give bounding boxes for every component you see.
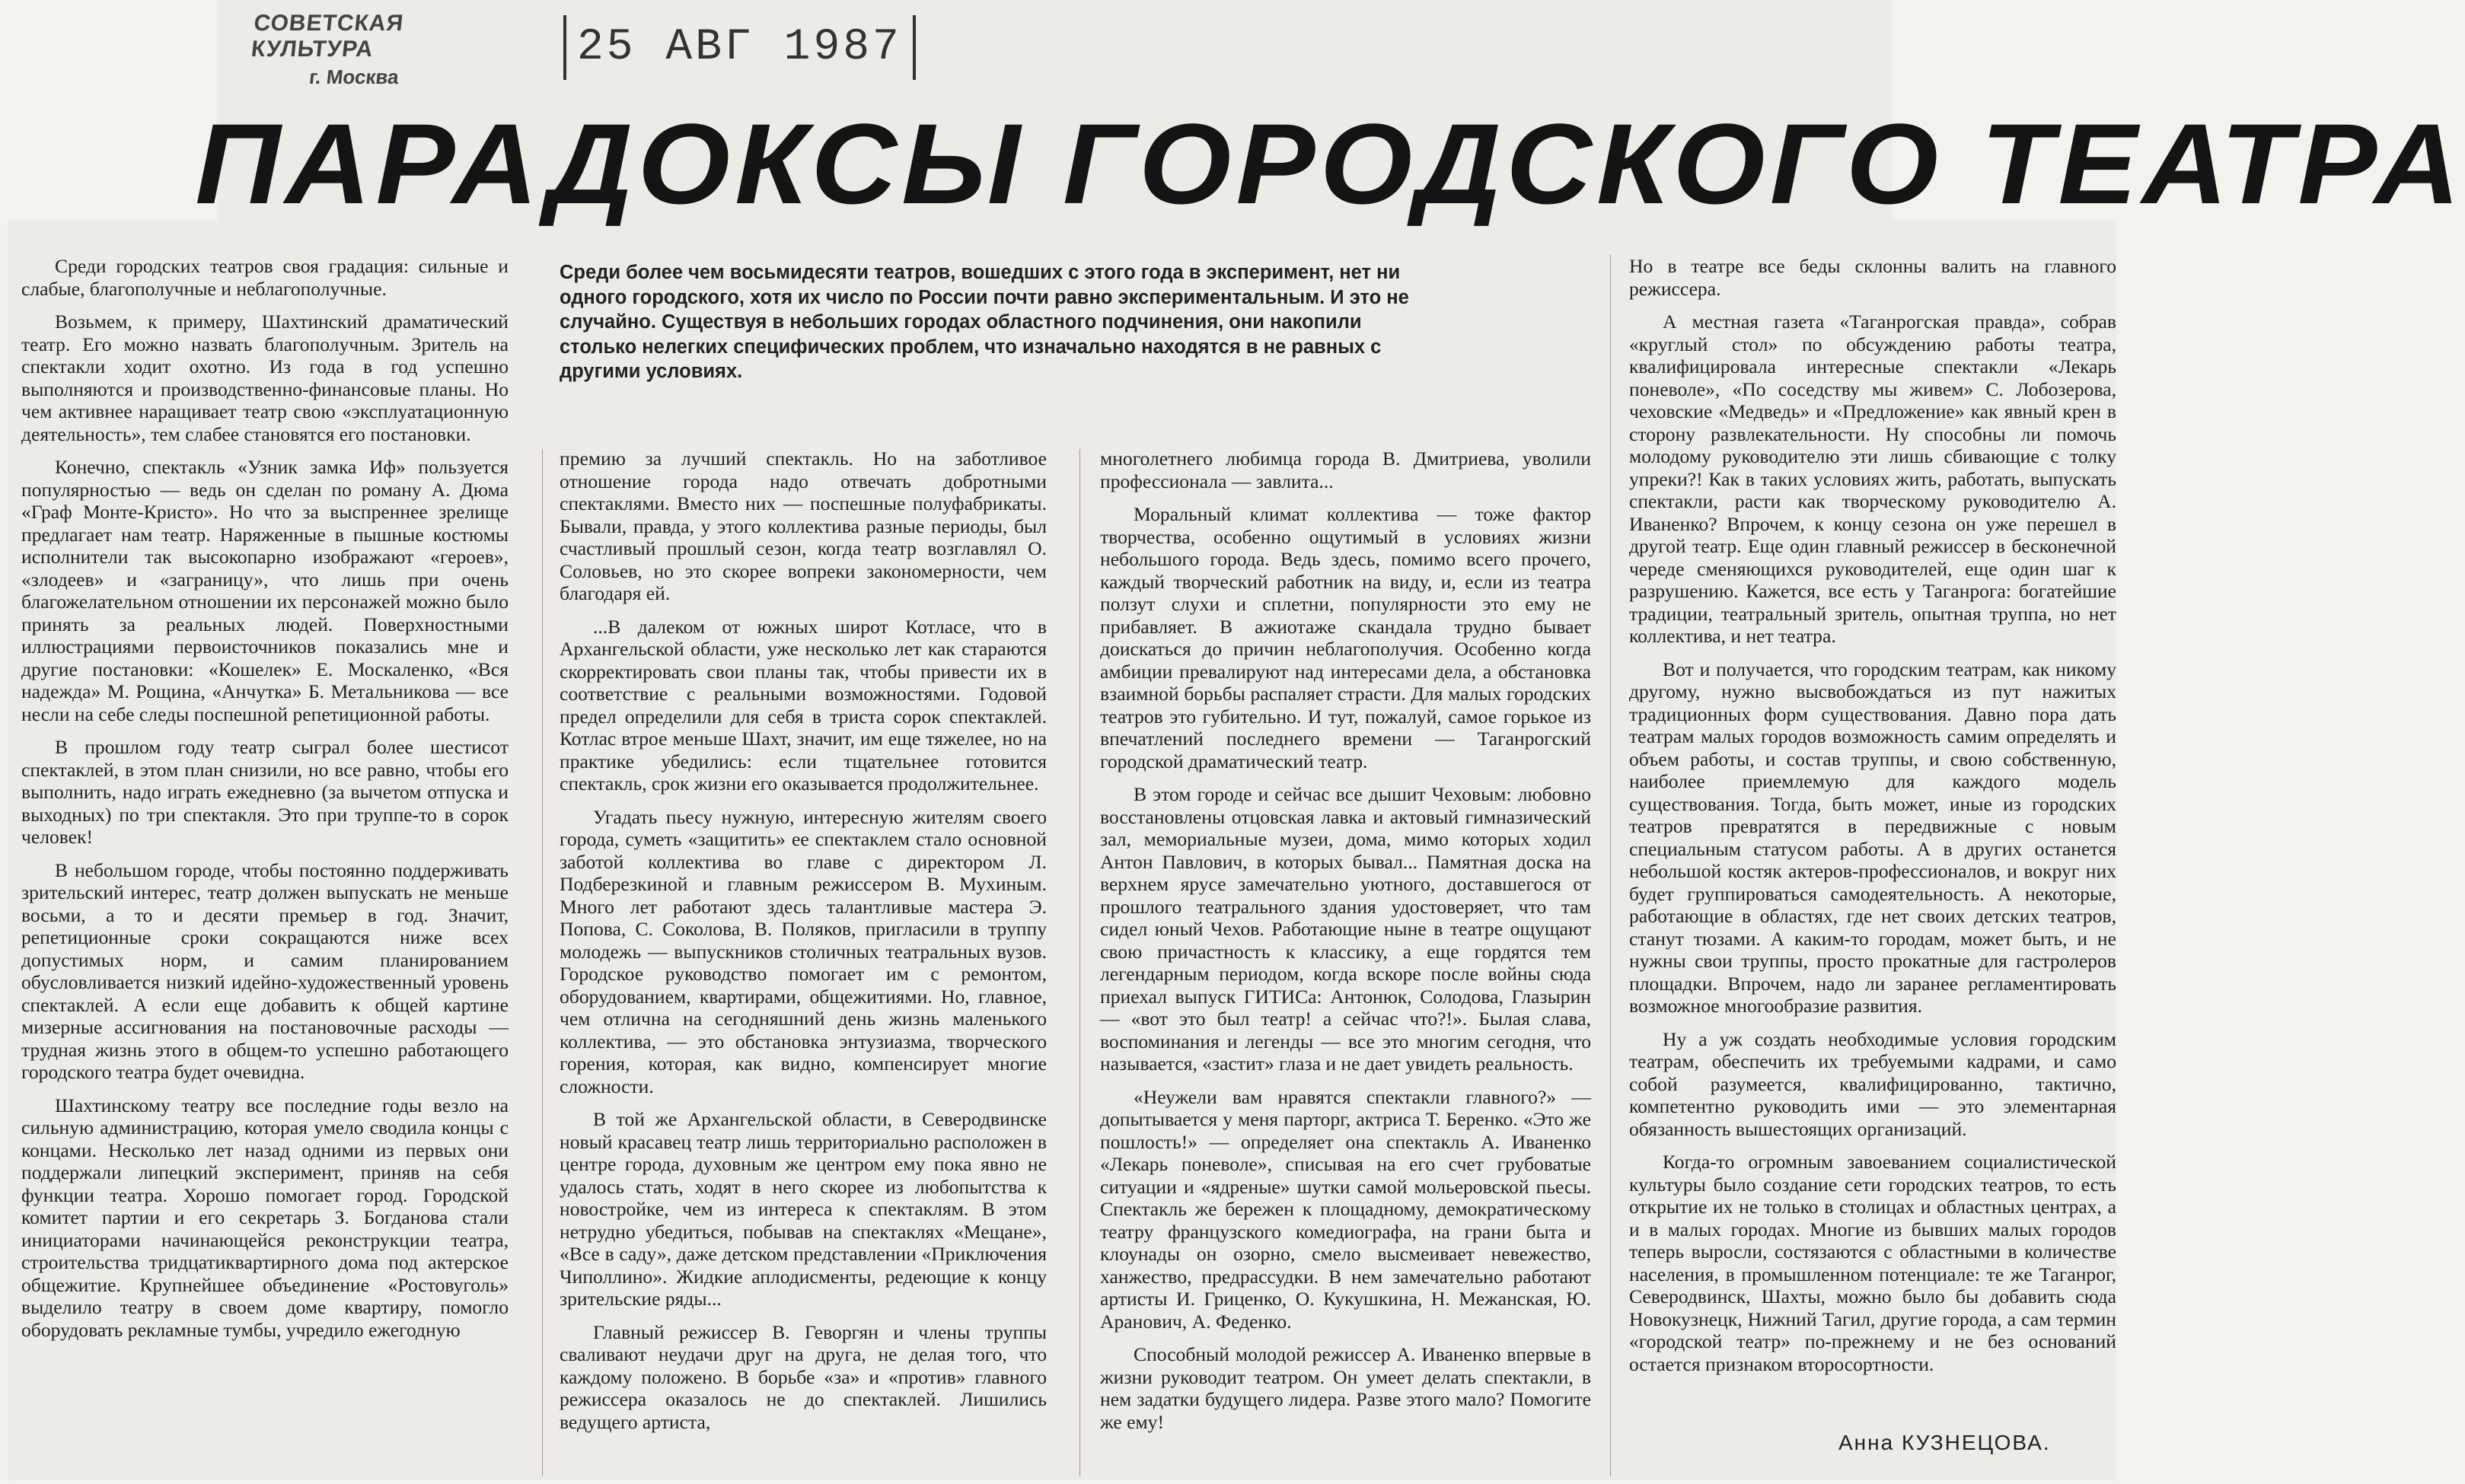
text-column-4: [1629, 255, 2116, 1386]
paragraph: премию за лучший спектакль. Но на заботливое отношение города надо отвечать добротными спектаклями. Вместо них — поспешные полуфабрикаты. Бывали, правда, у этого коллектива разные периоды, был счастливый прошлый сезон, когда театр возглавлял О. Соловьев, но это скорее вопреки закономерности, чем благодаря ей.: [560, 447, 1047, 604]
column-rule: [1610, 255, 1611, 1476]
article-headline: ПАРАДОКСЫ ГОРОДСКОГО ТЕАТРА: [195, 100, 2465, 228]
article-lead: [560, 260, 1412, 384]
text-column-1: [21, 255, 509, 1352]
paragraph: Шахтинскому театру все последние годы везло на сильную администрацию, которая умело сводила концы с концами. Несколько лет назад одними из первых они поддержали липецкий эксперимент, приняв на себя функции театра. Хорошо помогает город. Городской комитет партии и его секретарь З. Богданова стали инициаторами начинающейся реконструкции театра, строительства тридцатиквартирного дома под актерское общежитие. Крупнейшее объединение «Ростовуголь» выделило театру в своем доме квартиру, помогло оборудовать рекламные тумбы, учредило ежегодную: [21, 1094, 509, 1341]
paragraph: Вот и получается, что городским театрам, как никому другому, нужно высвобождаться из пут нажитых традиционных форм существования. Давно пора дать театрам малых городов возможность самим определять и объем работы, и состав труппы, и свою собственную, наиболее приемлемую для каждого модель существования. Тогда, быть может, иные из городских театров превратятся в передвижные с новым специальным статусом работы. А в других останется небольшой костяк актеров-профессионалов, и вокруг них будет группироваться самодеятельность. А некоторые, работающие в областях, где нет своих детских театров, станут тюзами. А каким-то городам, может быть, и не нужны свои труппы, просто прокатные для гастролеров площадки. Впрочем, надо ли заранее регламентировать возможное многообразие развития.: [1629, 658, 2116, 1017]
paragraph: ...В далеком от южных широт Котласе, что в Архангельской области, уже несколько лет как стараются скорректировать свои планы так, чтобы привести их в соответствие с реальными возможностями. Годовой предел определили для себя в триста сорок спектаклей. Котлас втрое меньше Шахт, значит, им еще тяжелее, но на практике убедились: если тщательнее готовится спектакль, срок жизни его оказывается продолжительнее.: [560, 615, 1047, 795]
author-signature: Анна КУЗНЕЦОВА.: [1838, 1431, 2051, 1454]
paragraph: В той же Архангельской области, в Северодвинске новый красавец театр лишь территориально расположен в центре города, духовным же центром ему пока явно не удалось стать, ходят в него скорее из любопытства к новостройке, чем из интереса к спектаклям. В этом нетрудно убедиться, побывав на спектаклях «Мещане», «Все в саду», даже детском представлении «Приключения Чиполлино». Жидкие аплодисменты, редеющие к концу зрительские ряды...: [560, 1108, 1047, 1310]
paragraph: Ну а уж создать необходимые условия городским театрам, обеспечить их требуемыми кадрами, и само собой разумеется, квалифицированно, тактично, компетентно руководить ими — это элементарная обязанность вышестоящих организаций.: [1629, 1027, 2116, 1140]
column-rule: [1079, 449, 1080, 1476]
date-stamp: 25 АВГ 1987: [563, 15, 916, 80]
lead-paragraph: Среди более чем восьмидесяти театров, вошедших с этого года в эксперимент, нет ни одного городского, хотя их число по России почти равно экспериментальным. И это не случайно. Существуя в небольших городах областного подчинения, они накопили столько нелегких специфических проблем, что изначально находятся в не равных с другими условиях.: [560, 262, 1409, 382]
paragraph: Угадать пьесу нужную, интересную жителям своего города, суметь «защитить» ее спектаклем стало основной заботой коллектива во главе с директором Л. Подберезкиной и главным режиссером В. Мухиным. Много лет работают здесь талантливые мастера Э. Попова, С. Соколова, В. Поляков, пригласили в труппу молодежь — выпускников столичных театральных вузов. Городское руководство помогает им с ремонтом, оборудованием, квартирами, общежитиями. Но, главное, чем отлична на сегодняшний день жизнь маленького коллектива, — это обстановка энтузиазма, творческого горения, которая, как видно, компенсирует многие сложности.: [560, 805, 1047, 1097]
paragraph: «Неужели вам нравятся спектакли главного?» — допытывается у меня парторг, актриса Т. Беренко. «Это же пошлость!» — определяет она спектакль А. Иваненко «Лекарь поневоле», списывая на его счет грубоватые ситуации и «ядреные» шутки самой мольеровской пьесы. Спектакль же бережен к площадному, демократическому театру французского комедиографа, на грани быта и клоунады он озорно, смело высмеивает невежество, ханжество, предрассудки. В нем замечательно работают артисты И. Гриценко, О. Кукушкина, Н. Межанская, Ю. Аранович, А. Феденко.: [1100, 1085, 1591, 1333]
text-column-2: [560, 447, 1047, 1444]
newspaper-stamp: [247, 11, 507, 89]
paragraph: В небольшом городе, чтобы постоянно поддерживать зрительский интерес, театр должен выпускать не меньше восьми, а то и десяти премьер в год. Значит, репетиционные сроки сокращаются ниже всех допустимых норм, и самим планированием обусловливается низкий идейно-художественный уровень спектаклей. А если еще добавить к общей картине мизерные ассигнования на постановочные расходы — трудная жизнь этого в общем-то успешно работающего городского театра будет очевидна.: [21, 858, 509, 1083]
paragraph: Когда-то огромным завоеванием социалистической культуры было создание сети городских театров, то есть открытие их не только в столицах и областных центрах, а и в малых городах. Многие из бывших малых городов теперь выросли, состязаются с областными в количестве населения, в промышленном потенциале: те же Таганрог, Северодвинск, Шахты, можно было бы добавить сюда Новокузнецк, Нижний Тагил, другие города, а сам термин «городской театр» по-прежнему и не без оснований остается признаком второсортности.: [1629, 1151, 2116, 1375]
column-rule: [542, 449, 543, 1476]
paragraph: Моральный климат коллектива — тоже фактор творчества, особенно ощутимый в условиях жизни небольшого города. Ведь здесь, помимо всего прочего, каждый творческий работник на виду, и, если из театра ползут слухи и сплетни, популярности это ему не прибавляет. В ажиотаже скандала трудно бывает доискаться до причин неблагополучия. Особенно когда амбиции превалируют над интересами дела, а обстановка взаимной борьбы распаляет страсти. Для малых городских театров это губительно. И тут, пожалуй, самое горькое из впечатлений последнего времени — Таганрогский городской драматический театр.: [1100, 503, 1591, 772]
text-column-3: [1100, 447, 1591, 1444]
paragraph: Главный режиссер В. Геворгян и члены труппы сваливают неудачи друг на друга, не делая того, что каждому положено. В борьбе «за» и «против» главного режиссера оказалось не до спектаклей. Лишились ведущего артиста,: [560, 1320, 1047, 1433]
paragraph: Конечно, спектакль «Узник замка Иф» пользуется популярностью — ведь он сделан по роману А. Дюма «Граф Монте-Кристо». Но что за выспреннее зрелище предлагает нам театр. Наряженные в пышные костюмы исполнители так высокопарно изображают «героев», «злодеев» и «заграницу», что лишь при очень благожелательном отношении их персонажей можно было принять за реальных людей. Поверхностными иллюстрациями первоисточников показались мне и другие постановки: «Кошелек» Е. Москаленко, «Вся надежда» М. Рощина, «Анчутка» Б. Метальникова — все несли на себе следы поспешной репетиционной работы.: [21, 456, 509, 725]
stamp-newspaper-name: СОВЕТСКАЯ КУЛЬТУРА: [250, 11, 405, 62]
paragraph: Среди городских театров своя градация: сильные и слабые, благополучные и неблагополучные.: [21, 255, 509, 300]
paragraph: Но в театре все беды склонны валить на главного режиссера.: [1629, 255, 2116, 300]
paragraph: Возьмем, к примеру, Шахтинский драматический театр. Его можно назвать благополучным. Зритель на спектакли ходит охотно. Из года в год успешно выполняются и производственно-финансовые планы. Но чем активнее наращивает театр свою «эксплуатационную деятельность», тем слабее становятся его постановки.: [21, 310, 509, 445]
paragraph: А местная газета «Таганрогская правда», собрав «круглый стол» по обсуждению работы театра, квалифицировала интересные спектакли «Лекарь поневоле», «По соседству мы живем» С. Лобозерова, чеховские «Медведь» и «Предложение» как явный крен в сторону развлекательности. Ну способны ли помочь молодому руководителю эти лишь сбивающие с толку упреки?! Как в таких условиях жить, работать, выпускать спектакли, расти как творческому руководителю А. Иваненко? Впрочем, к концу сезона он уже перешел в другой театр. Еще один главный режиссер в бесконечной череде сменяющихся руководителей, еще один шаг к разрушению. Кажется, все есть у Таганрога: богатейшие традиции, театральный зритель, опытная труппа, но нет коллектива, и нет театра.: [1629, 310, 2116, 647]
stamp-city: г. Москва: [308, 65, 400, 88]
paragraph: многолетнего любимца города В. Дмитриева, уволили профессионала — завлита...: [1100, 447, 1591, 492]
paragraph: В прошлом году театр сыграл более шестисот спектаклей, в этом план снизили, но все равно, чтобы его выполнить, надо играть ежедневно (за вычетом отпуска и выходных) по три спектакля. Это при труппе-то в сорок человек!: [21, 736, 509, 848]
paragraph: В этом городе и сейчас все дышит Чеховым: любовно восстановлены отцовская лавка и актовый гимназический зал, мемориальные музеи, дома, мимо которых ходил Антон Павлович, в которых бывал... Памятная доска на верхнем ярусе замечательно уютного, доставшегося от прошлого театрального здания удостоверяет, что там сидел юный Чехов. Работающие ныне в театре ощущают свою причастность к классику, а еще гордятся тем легендарным периодом, когда вскоре после войны сюда приехал выпуск ГИТИСа: Антонюк, Солодова, Глазырин — «вот это был театр! а сейчас что?!». Былая слава, воспоминания и легенды — все это многим сегодня, что называется, «застит» глаза и не дает увидеть реальность.: [1100, 783, 1591, 1075]
paragraph: Способный молодой режиссер А. Иваненко впервые в жизни руководит театром. Он умеет делать спектакли, в нем задатки будущего лидера. Разве этого мало? Помогите же ему!: [1100, 1343, 1591, 1433]
